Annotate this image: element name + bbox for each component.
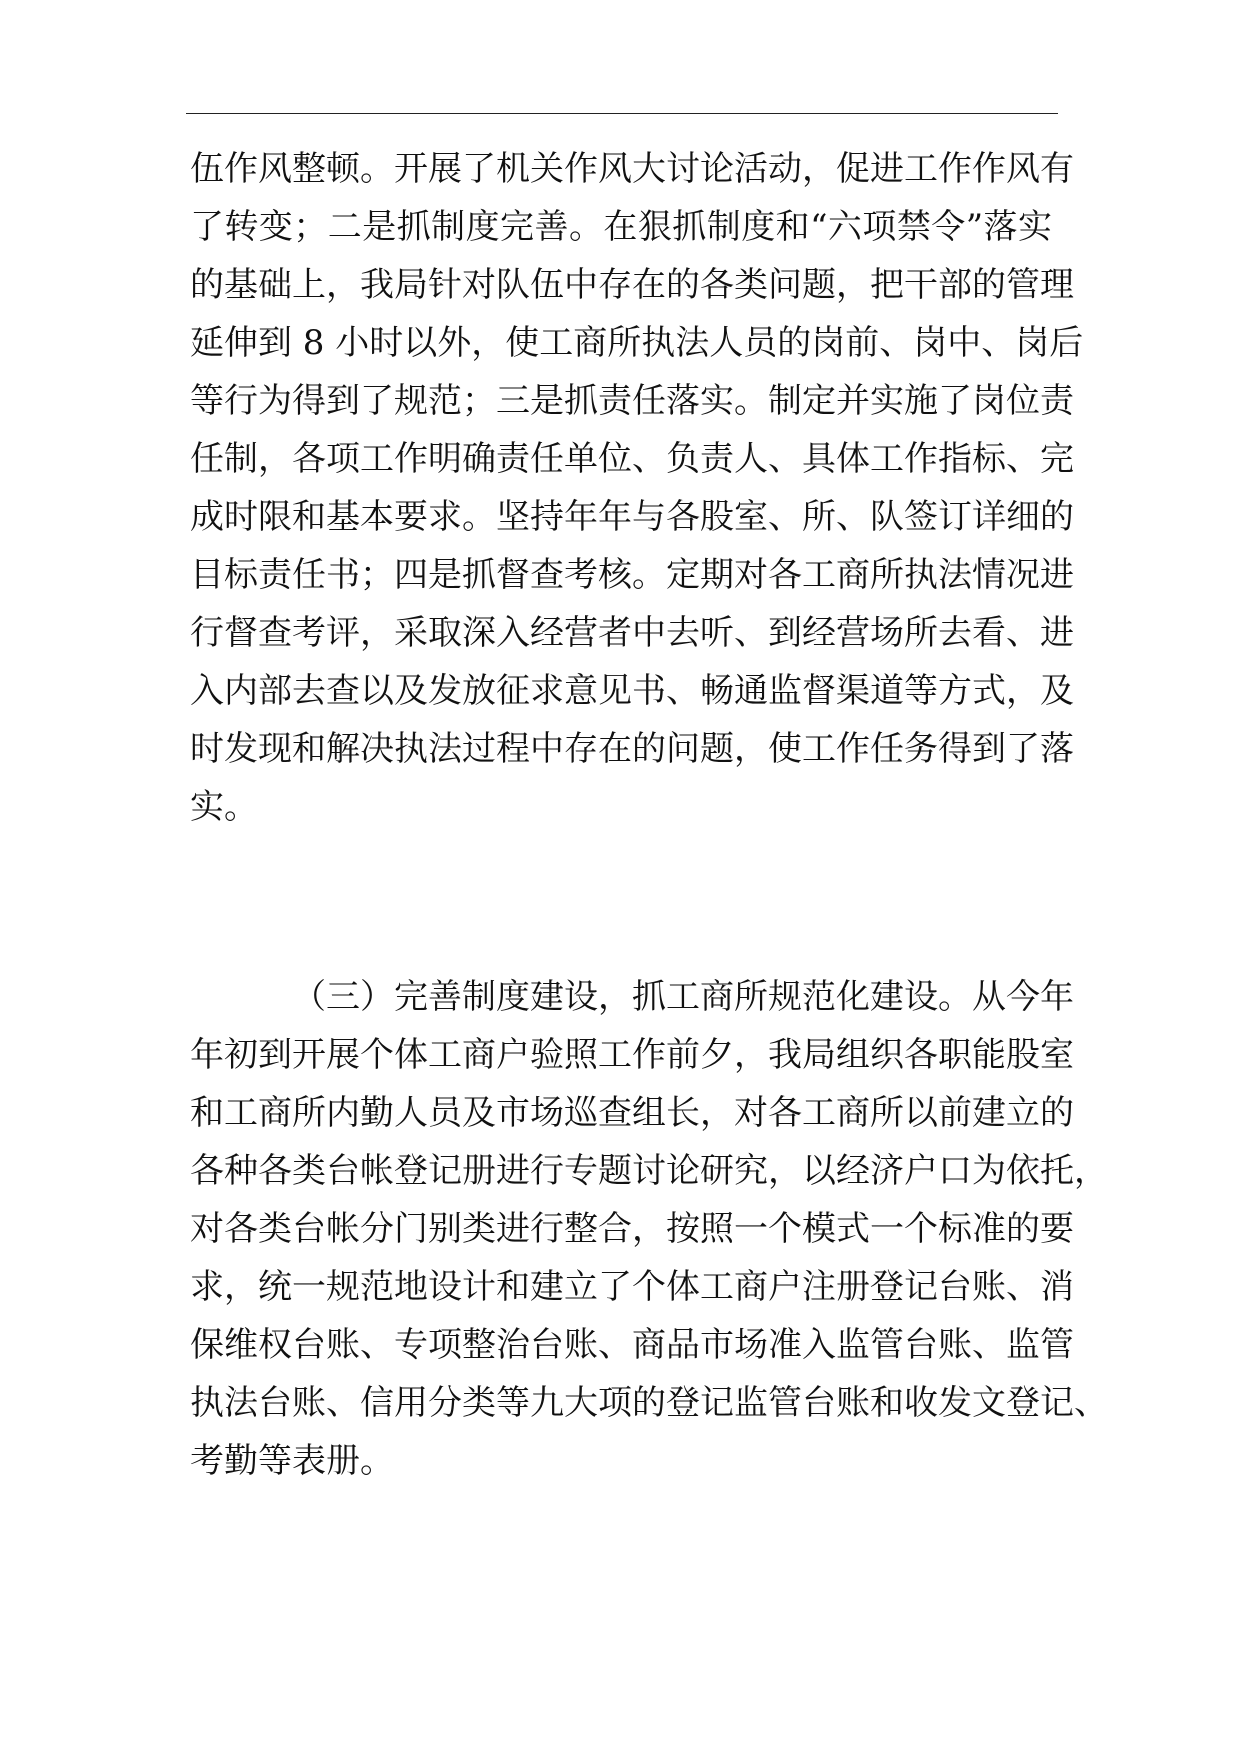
paragraph-2-line: 求，统一规范地设计和建立了个体工商户注册登记台账、消	[190, 1267, 1074, 1307]
paragraph-1-line: 延伸到 8 小时以外，使工商所执法人员的岗前、岗中、岗后	[190, 323, 1084, 363]
paragraph-2-line: 对各类台帐分门别类进行整合，按照一个模式一个标准的要	[190, 1209, 1074, 1249]
paragraph-1-line: 了转变；二是抓制度完善。在狠抓制度和“六项禁令”落实	[190, 207, 1052, 247]
header-rule	[186, 113, 1058, 114]
paragraph-1-line: 等行为得到了规范；三是抓责任落实。制定并实施了岗位责	[190, 381, 1074, 421]
paragraph-1-line: 行督查考评，采取深入经营者中去听、到经营场所去看、进	[190, 613, 1074, 653]
paragraph-2-line: 保维权台账、专项整治台账、商品市场准入监管台账、监管	[190, 1325, 1074, 1365]
paragraph-1-line: 入内部去查以及发放征求意见书、畅通监督渠道等方式，及	[190, 671, 1074, 711]
paragraph-1-line: 的基础上，我局针对队伍中存在的各类问题，把干部的管理	[190, 265, 1074, 305]
paragraph-1-line: 时发现和解决执法过程中存在的问题，使工作任务得到了落	[190, 729, 1074, 769]
paragraph-2-line: （三）完善制度建设，抓工商所规范化建设。从今年	[292, 977, 1074, 1017]
paragraph-1-line: 伍作风整顿。开展了机关作风大讨论活动，促进工作作风有	[190, 149, 1074, 189]
paragraph-2-line: 考勤等表册。	[190, 1441, 394, 1481]
paragraph-1-line: 成时限和基本要求。坚持年年与各股室、所、队签订详细的	[190, 497, 1074, 537]
paragraph-2-line: 执法台账、信用分类等九大项的登记监管台账和收发文登记、	[190, 1383, 1108, 1423]
paragraph-1-line: 任制，各项工作明确责任单位、负责人、具体工作指标、完	[190, 439, 1074, 479]
paragraph-2-line: 和工商所内勤人员及市场巡查组长，对各工商所以前建立的	[190, 1093, 1074, 1133]
paragraph-1-line: 目标责任书；四是抓督查考核。定期对各工商所执法情况进	[190, 555, 1074, 595]
paragraph-2-line: 年初到开展个体工商户验照工作前夕，我局组织各职能股室	[190, 1035, 1074, 1075]
paragraph-2-line: 各种各类台帐登记册进行专题讨论研究，以经济户口为依托，	[190, 1151, 1108, 1191]
paragraph-1-line: 实。	[190, 787, 258, 827]
